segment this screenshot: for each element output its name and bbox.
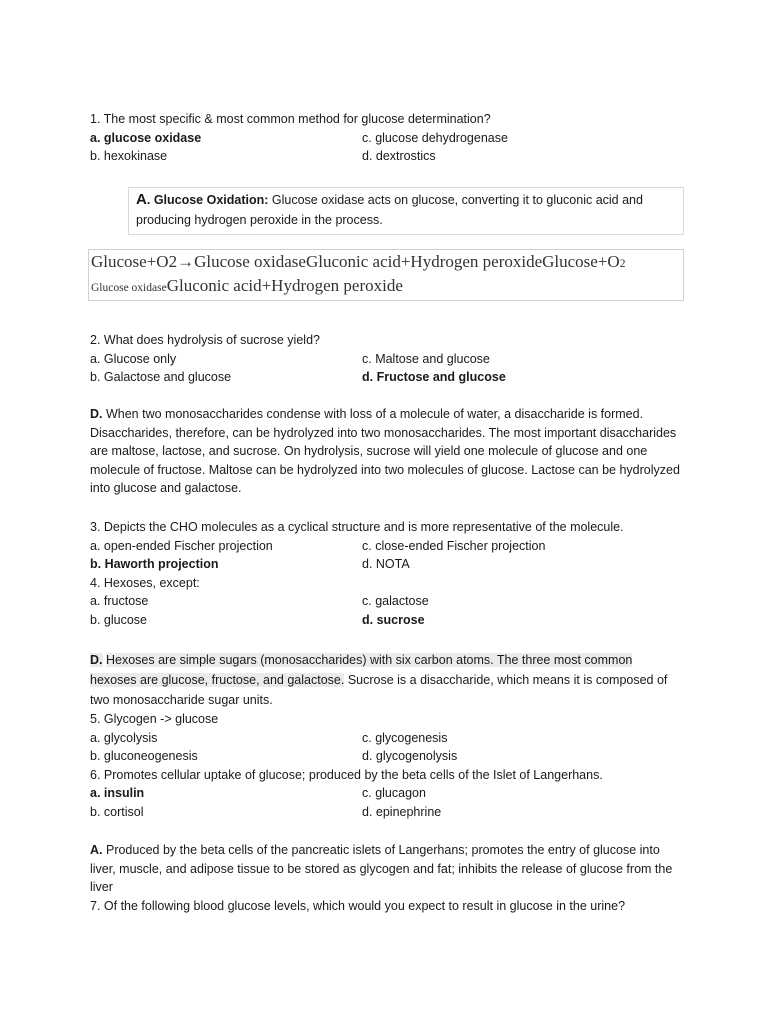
question-3: [90, 518, 680, 629]
explanation-2-letter: D.: [90, 407, 103, 421]
question-6-options-row-2: [90, 803, 680, 822]
answer-box-1: [128, 187, 684, 235]
question-4-option-d: d. sucrose: [362, 612, 425, 627]
question-4-options-row-2: [90, 611, 680, 630]
question-2-option-b: b. Galactose and glucose: [90, 370, 232, 384]
question-3-text: 3. Depicts the CHO molecules as a cyclical structure and is more representative of the molecule.: [90, 520, 624, 534]
question-7-text: 7. Of the following blood glucose levels, which would you expect to result in glucose in the urine?: [90, 898, 626, 913]
question-2-option-d: d. Fructose and glucose: [362, 370, 506, 384]
question-6-text: 6. Promotes cellular uptake of glucose; produced by the beta cells of the Islet of Langerhans.: [90, 767, 603, 782]
explanation-4-highlighted-text: Hexoses are simple sugars (monosaccharides) with six carbon atoms. The three most common hexoses are glucose, fructose, and galactose.: [90, 653, 633, 687]
question-4-option-a: a. fructose: [90, 594, 149, 608]
question-4-option-b: b. glucose: [90, 612, 147, 627]
question-5-option-c: c. glycogenesis: [362, 730, 448, 745]
answer-box-letter: A: [136, 191, 147, 208]
question-5: [90, 710, 680, 821]
question-5-options-row-1: [90, 729, 680, 748]
question-3-option-d: d. NOTA: [362, 557, 410, 571]
question-6-options-row-1: [90, 784, 680, 803]
question-2-text: 2. What does hydrolysis of sucrose yield?: [90, 333, 320, 347]
question-4-text: 4. Hexoses, except:: [90, 575, 200, 590]
equation-box: [88, 249, 684, 301]
question-5-option-b: b. gluconeogenesis: [90, 749, 198, 763]
equation-subscript: 2: [619, 258, 626, 270]
question-6-option-d: d. epinephrine: [362, 804, 442, 819]
question-1-option-b: b. hexokinase: [90, 149, 168, 163]
question-1-option-d: d. dextrostics: [362, 149, 436, 163]
question-1: [90, 110, 680, 166]
question-3-option-b: b. Haworth projection: [90, 557, 219, 571]
question-6-option-c: c. glucagon: [362, 786, 426, 800]
explanation-4-text: Sucrose is a disaccharide, which means it is composed of two monosaccharide sugar units.: [90, 673, 668, 707]
question-1-option-a: a. glucose oxidase: [90, 130, 202, 145]
question-1-option-c: c. glucose dehydrogenase: [362, 130, 508, 145]
question-6-option-a: a. insulin: [90, 786, 145, 800]
question-3-options-row-2: [90, 555, 680, 574]
answer-box-dot: .: [146, 193, 151, 207]
answer-box-lead: Glucose Oxidation:: [153, 193, 269, 207]
question-4-option-c: c. galactose: [362, 594, 429, 608]
question-3-option-a: a. open-ended Fischer projection: [90, 538, 273, 553]
question-5-option-a: a. glycolysis: [90, 730, 158, 745]
question-1-options-row-2: [90, 147, 680, 166]
question-2-options-row-2: [90, 368, 680, 387]
question-6-option-b: b. cortisol: [90, 804, 144, 819]
question-3-option-c: c. close-ended Fischer projection: [362, 538, 546, 553]
explanation-6: [90, 841, 680, 915]
equation-part-1: Glucose+O2→Glucose oxidaseGluconic acid+Hydrogen peroxideGlucose+O: [91, 252, 620, 271]
question-5-option-d: d. glycogenolysis: [362, 749, 458, 763]
question-3-options-row-1: [90, 537, 680, 556]
equation-enzyme-label: Glucose oxidase: [91, 282, 167, 294]
answer-box-text: Glucose oxidase acts on glucose, converting it to gluconic acid and producing hydrogen peroxide in the process.: [136, 193, 643, 227]
question-5-text: 5. Glycogen -> glucose: [90, 712, 219, 726]
explanation-2-text: When two monosaccharides condense with loss of a molecule of water, a disaccharide is formed. Disaccharides, therefore, can be hydrolyzed into two monosaccharides. The most important disaccharides are maltose, lactose, and sucrose. On hydrolysis, sucrose will yield one molecule of glucose and one molecule of fructose. Maltose can be hydrolyzed into two molecules of glucose. Lactose can be hydrolyzed into glucose and galactose.: [90, 407, 680, 495]
explanation-6-text: Produced by the beta cells of the pancreatic islets of Langerhans; promotes the entry of glucose into liver, muscle, and adipose tissue to be stored as glycogen and fat; inhibits the release of glucose from the liver: [90, 843, 673, 894]
question-2: [90, 331, 680, 387]
question-1-options-row-1: [90, 129, 680, 148]
explanation-4-letter: D.: [90, 653, 103, 667]
question-4-options-row-1: [90, 592, 680, 611]
equation-part-2: Gluconic acid+Hydrogen peroxide: [166, 276, 403, 295]
question-2-options-row-1: [90, 350, 680, 369]
question-5-options-row-2: [90, 747, 680, 766]
explanation-2: [90, 405, 680, 498]
explanation-6-letter: A.: [90, 843, 103, 857]
question-1-text: 1. The most specific & most common method for glucose determination?: [90, 112, 491, 126]
explanation-4: [90, 650, 680, 710]
question-2-option-a: a. Glucose only: [90, 351, 177, 366]
question-2-option-c: c. Maltose and glucose: [362, 351, 490, 366]
